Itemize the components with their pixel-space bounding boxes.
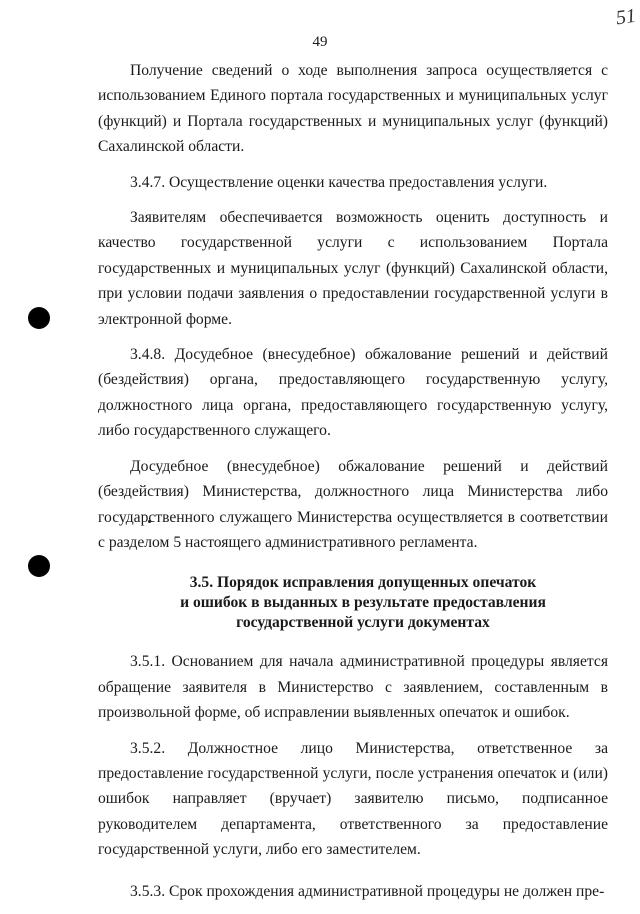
punch-hole-lower: [28, 555, 50, 577]
paragraph-appeal: Досудебное (внесудебное) обжалование решений и действий (бездействия) Министерства, должностного лица Министерства либо государственного служащего Министерства осуществляется в соответствии с разделом 5 настоящего административного регламента.: [98, 457, 608, 551]
section-heading-3-5: [98, 573, 608, 633]
page-number: 49: [312, 34, 328, 50]
paragraph-3-4-8: 3.4.8. Досудебное (внесудебное) обжалование решений и действий (бездействия) органа, предоставляющего государственную услугу, должностного лица органа, предоставляющего государственную услугу, либо государственного служащего.: [98, 346, 608, 440]
document-body: [98, 58, 608, 914]
paragraph-3-5-3: 3.5.3. Срок прохождения административной процедуры не должен пре-: [130, 882, 605, 900]
paragraph-3-5-2: 3.5.2. Должностное лицо Министерства, ответственное за предоставление государственной услуги, после устранения опечаток и (или) ошибок направляет (вручает) заявителю письмо, подписанное руководителем департамента, ответственного за предоставление государственной услуги, либо его заместителем.: [98, 739, 608, 859]
section-heading-line: государственной услуги документах: [236, 614, 490, 632]
paragraph-3-4-7: 3.4.7. Осуществление оценки качества предоставления услуги.: [130, 173, 548, 191]
paragraph-3-5-1: 3.5.1. Основанием для начала административной процедуры является обращение заявителя в Министерство с заявлением, составленным в произвольной форме, об исправлении выявленных опечаток и ошибок.: [98, 653, 608, 722]
paragraph-quality-assessment: Заявителям обеспечивается возможность оценить доступность и качество государственной услуги с использованием Портала государственных и муниципальных услуг (функций) Сахалинской области, при условии подачи заявления о предоставлении государственной услуги в электронной форме.: [98, 209, 608, 328]
handwritten-page-mark: 51: [614, 4, 638, 30]
section-heading-line: и ошибок в выданных в результате предоставления: [180, 594, 546, 612]
section-heading-line: 3.5. Порядок исправления допущенных опечаток: [189, 574, 537, 592]
paragraph-portal-info: Получение сведений о ходе выполнения запроса осуществляется с использованием Единого портала государственных и муниципальных услуг (функций) и Портала государственных и муниципальных услуг (функций) Сахалинской области.: [98, 62, 608, 156]
punch-hole-upper: [28, 307, 50, 329]
